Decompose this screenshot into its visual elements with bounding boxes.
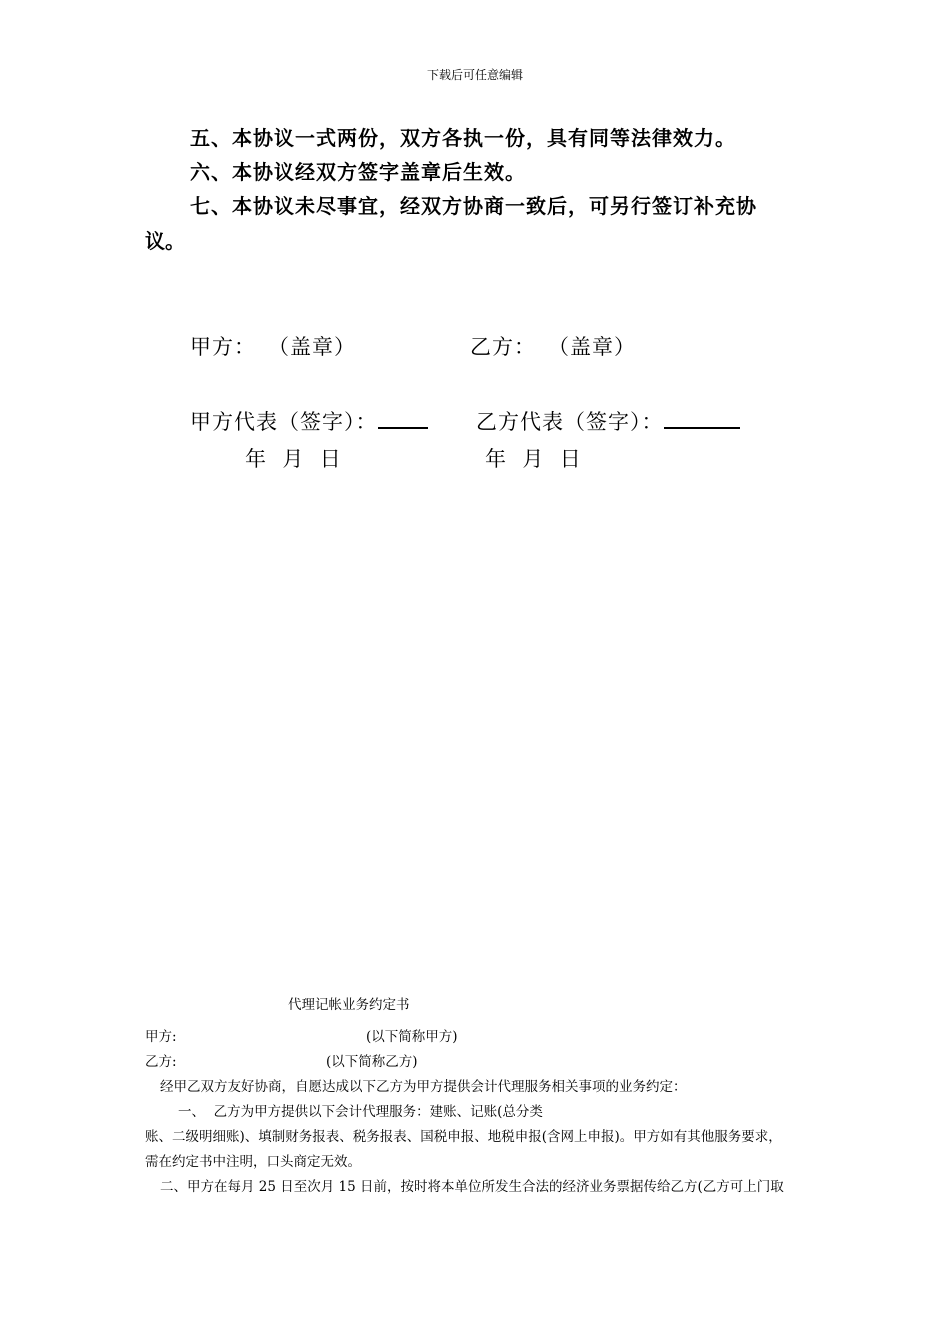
party-a-date: 年 月 日 bbox=[245, 447, 342, 471]
party-b-label: 乙方： bbox=[470, 335, 536, 359]
agreement-party-b-label: 乙方: bbox=[145, 1054, 177, 1070]
agreement-party-a-label: 甲方: bbox=[145, 1029, 177, 1045]
party-a-seal: （盖章） bbox=[268, 335, 356, 359]
agreement-party-a-note: (以下简称甲方) bbox=[366, 1029, 458, 1045]
agreement-item-2-line-1: 二、甲方在每月 25 日至次月 15 日前，按时将本单位所发生合法的经济业务票据传给乙方(乙方可上门取 bbox=[160, 1179, 784, 1195]
clause-7: 七、本协议未尽事宜，经双方协商一致后，可另行签订补充协 bbox=[190, 194, 757, 218]
party-a-signature-line bbox=[378, 409, 428, 429]
party-b-rep-label: 乙方代表（签字）： bbox=[476, 410, 664, 434]
agreement-title: 代理记帐业务约定书 bbox=[288, 997, 410, 1013]
page-header: 下载后可任意编辑 bbox=[426, 68, 523, 82]
clause-5: 五、本协议一式两份，双方各执一份，具有同等法律效力。 bbox=[190, 126, 736, 150]
party-a-rep-label: 甲方代表（签字）： bbox=[190, 410, 378, 434]
party-b-representative bbox=[476, 406, 740, 436]
agreement-party-b-note: (以下简称乙方) bbox=[326, 1054, 418, 1070]
agreement-item-1-line-3: 需在约定书中注明，口头商定无效。 bbox=[145, 1154, 361, 1170]
agreement-item-1-line-2: 账、二级明细账)、填制财务报表、税务报表、国税申报、地税申报(含网上申报)。甲方如有其他服务要求， bbox=[145, 1129, 782, 1145]
agreement-item-1-line-1: 一、 乙方为甲方提供以下会计代理服务：建账、记账(总分类 bbox=[178, 1104, 543, 1120]
party-a-label: 甲方： bbox=[190, 335, 256, 359]
party-b-signature-line bbox=[664, 409, 740, 429]
clause-6: 六、本协议经双方签字盖章后生效。 bbox=[190, 160, 526, 184]
clause-7-continued: 议。 bbox=[145, 229, 185, 253]
party-a-representative bbox=[190, 406, 428, 436]
party-b-date: 年 月 日 bbox=[485, 447, 582, 471]
party-b-seal: （盖章） bbox=[548, 335, 636, 359]
agreement-intro: 经甲乙双方友好协商，自愿达成以下乙方为甲方提供会计代理服务相关事项的业务约定： bbox=[160, 1079, 687, 1095]
